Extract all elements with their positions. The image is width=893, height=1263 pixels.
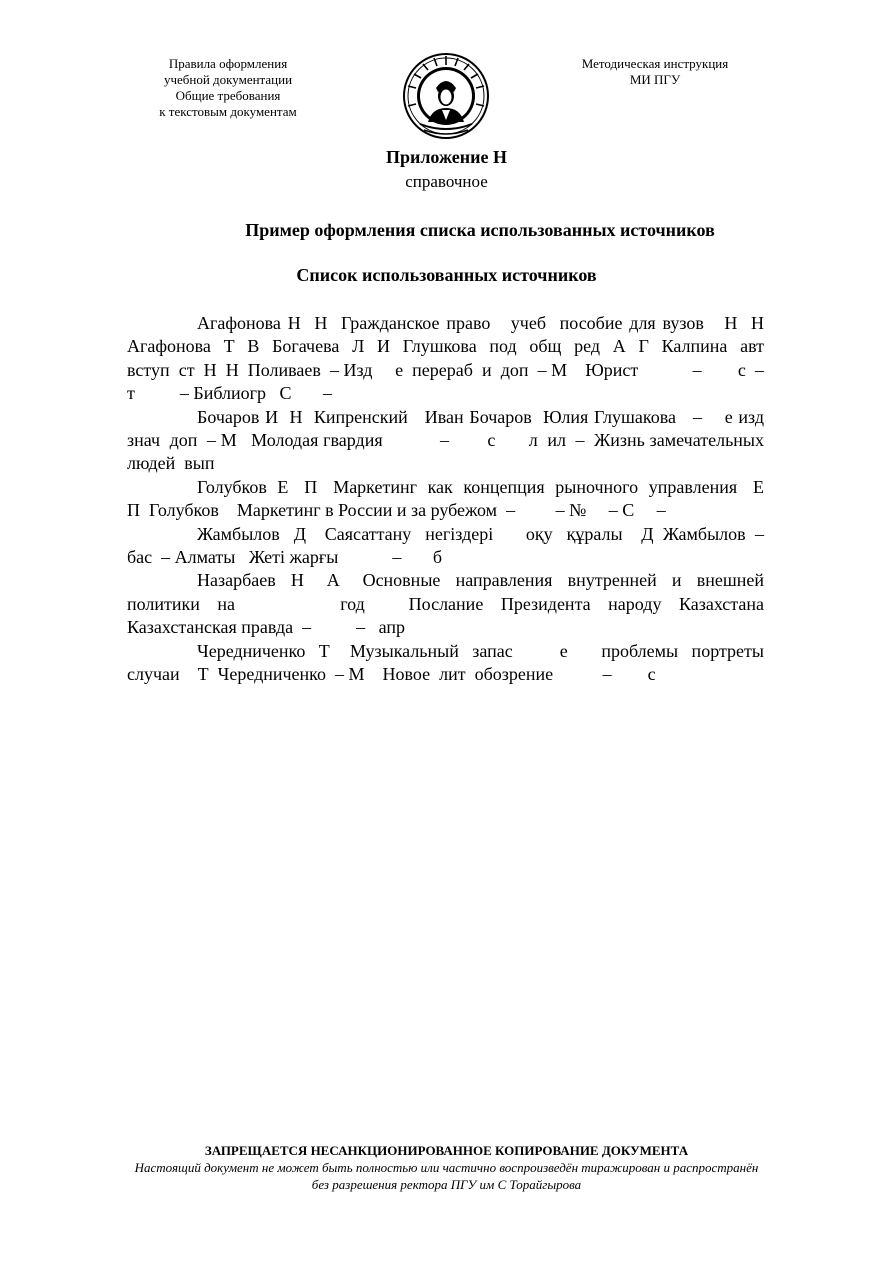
example-heading: Пример оформления списка использованных источников (245, 220, 715, 240)
footer (0, 1142, 893, 1193)
reference-item: Бочаров И Н Кипренский Иван Бочаров Юлия Глушакова – е изд знач доп – М Молодая гвардия – с л ил – Жизнь замечательных людей вып (127, 406, 773, 474)
list-heading: Список использованных источников (296, 265, 597, 285)
header-right-block (560, 56, 750, 88)
reference-item: Назарбаев Н А Основные направления внутренней и внешней политики на год Послание Президента народу Казахстана Казахстанская правда – – апр (127, 570, 782, 638)
reference-item: Чередниченко Т Музыкальный запас е проблемы портреты случаи Т Чередниченко – М Новое лит обозрение – с (127, 640, 773, 685)
appendix-subtitle: справочное (405, 172, 488, 191)
reference-item: Голубков Е П Маркетинг как концепция рыночного управления Е П Голубков Маркетинг в России и за рубежом – – № – С – (127, 476, 773, 521)
copy-notice: Настоящий документ не может быть полностью или частично воспроизведён тиражирован и распространён без разрешения ректора ПГУ им С Торайгырова (134, 1160, 759, 1192)
header-left-line: к текстовым документам (159, 104, 297, 119)
copy-warning: ЗАПРЕЩАЕТСЯ НЕСАНКЦИОНИРОВАННОЕ КОПИРОВАНИЕ ДОКУМЕНТА (204, 1143, 689, 1158)
header-left-line: учебной документации (163, 72, 293, 87)
university-seal-icon (400, 52, 492, 140)
references-list (127, 312, 854, 687)
header-right-line: МИ ПГУ (629, 72, 681, 87)
header-left-line: Правила оформления (168, 56, 288, 71)
header-left-block (128, 56, 328, 120)
reference-item: Жамбылов Д Саясаттану негіздері оқу құралы Д Жамбылов – бас – Алматы Жеті жарғы – б (127, 523, 778, 568)
reference-item: Агафонова Н Н Гражданское право учеб пособие для вузов Н Н Агафонова Т В Богачева Л И Глушкова под общ ред А Г Калпина авт вступ ст Н Н Поливаев – Изд е перераб и доп – М Юрист – с – т – Библиогр С – (127, 313, 854, 404)
header-left-line: Общие требования (175, 88, 281, 103)
header-right-line: Методическая инструкция (581, 56, 729, 71)
appendix-title: Приложение Н (385, 147, 508, 167)
